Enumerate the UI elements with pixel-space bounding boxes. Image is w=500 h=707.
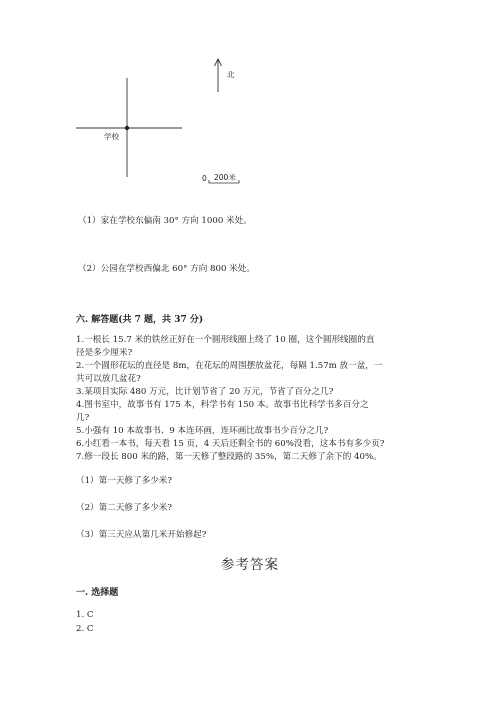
map-subquestion-2: （2）公园在学校西偏北 60° 方向 800 米处。 — [78, 264, 255, 274]
school-point — [125, 126, 129, 130]
problem-line: 共可以放几盆花? — [76, 374, 141, 384]
problem-line: 5.小强有 10 本故事书、9 本连环画，连环画比故事书少百分之几? — [76, 426, 329, 436]
problem-7-subquestion-1: （1）第一天修了多少米? — [76, 476, 173, 486]
answer-key-title: 参考答案 — [221, 557, 279, 573]
problem-line: 7.修一段长 800 米的路，第一天修了整段路的 35%，第二天修了余下的 40%。 — [76, 452, 382, 462]
direction-map — [0, 0, 500, 200]
school-label: 学校 — [104, 132, 119, 141]
answer-item: 2. C — [76, 624, 94, 634]
answer-item: 1. C — [76, 610, 94, 620]
problem-7-subquestion-3: （3）第三天应从第几米开始修起? — [76, 530, 207, 540]
map-subquestion-1: （1）家在学校东偏南 30° 方向 1000 米处。 — [78, 216, 252, 226]
problem-line: 6.小红看一本书，每天看 15 页，4 天后还剩全书的 60%没看，这本书有多少页? — [76, 439, 385, 449]
problem-line: 径是多少厘米? — [76, 348, 133, 358]
problem-line: 几? — [76, 413, 90, 423]
problem-line: 4.图书室中，故事书有 175 本，科学书有 150 本。故事书比科学书多百分之 — [76, 400, 369, 410]
north-label: 北 — [227, 70, 235, 79]
scale-zero-label: 0 — [202, 174, 207, 183]
answer-section-heading: 一. 选择题 — [76, 588, 119, 598]
problem-7-subquestion-2: （2）第二天修了多少米? — [76, 503, 173, 513]
problem-line: 2.一个圆形花坛的直径是 8m，在花坛的周围摆放盆花，每隔 1.57m 放一盆，一 — [76, 361, 383, 371]
section-6-heading: 六. 解答题(共 7 题，共 37 分) — [76, 315, 204, 325]
problem-line: 1.一根长 15.7 米的铁丝正好在一个圆形线圈上绕了 10 圈，这个圆形线圈的直 — [76, 335, 375, 345]
scale-distance-label: 200米 — [214, 173, 236, 182]
problem-line: 3.某项目实际 480 万元，比计划节省了 20 万元，节省了百分之几? — [76, 387, 334, 397]
